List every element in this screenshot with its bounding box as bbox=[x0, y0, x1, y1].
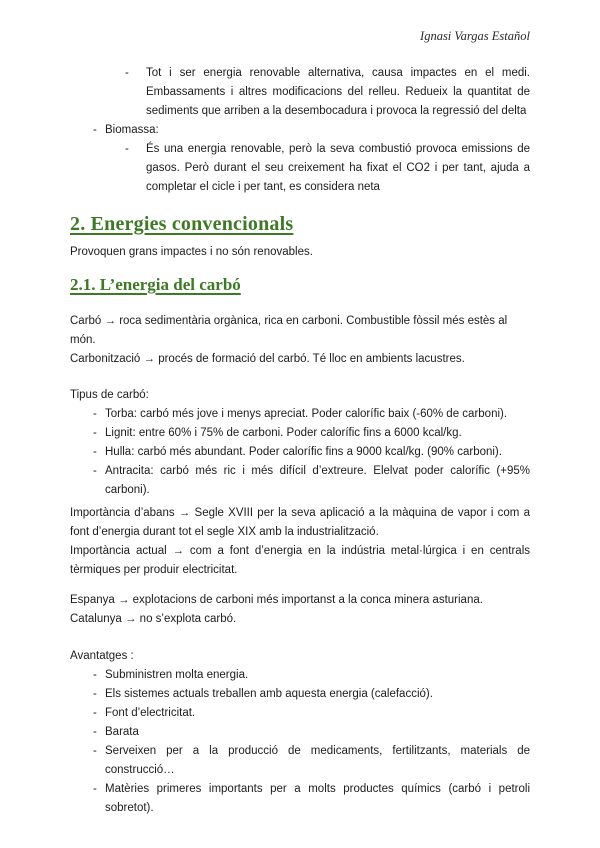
bullet-dash bbox=[70, 462, 105, 500]
list-label-coal-types: Tipus de carbó: bbox=[70, 389, 149, 401]
bullet-text: Barata bbox=[105, 726, 139, 738]
bullet-text: Antracita: carbó més ric i més difícil d’extreure. Elelvat poder calorífic (+95% carboni). bbox=[105, 465, 530, 496]
bullet-dash bbox=[70, 723, 105, 742]
bullet-dash bbox=[70, 121, 105, 140]
bullet-text: Subministren molta energia. bbox=[105, 669, 249, 681]
list-item-advantage bbox=[70, 685, 530, 704]
paragraph-catalonia: Catalunya → no s’explota carbó. bbox=[70, 613, 237, 625]
bullet-text: Font d’electricitat. bbox=[105, 707, 196, 719]
bullet-text: És una energia renovable, però la seva combustió provoca emissions de gasos. Però durant el seu creixement ha fixat el CO2 i per tant, ajuda a completar el cicle i per tant, es considera neta bbox=[146, 143, 530, 193]
page-header bbox=[70, 28, 530, 44]
bullet-dash bbox=[70, 64, 146, 121]
author-name: Ignasi Vargas Estañol bbox=[420, 29, 530, 43]
list-item-advantage bbox=[70, 742, 530, 780]
bullet-hydro-impact bbox=[70, 64, 530, 121]
section-intro: Provoquen grans impactes i no són renovables. bbox=[70, 246, 313, 258]
list-label-advantages: Avantatges : bbox=[70, 650, 134, 662]
paragraph-spain: Espanya → explotacions de carboni més importanst a la conca minera asturiana. bbox=[70, 594, 483, 606]
bullet-text: Tot i ser energia renovable alternativa, causa impactes en el medi. Embassaments i altres modificacions del relleu. Redueix la quantitat de sediments que arriben a la desembocadura i provoca la regressió del delta bbox=[146, 67, 530, 117]
bullet-biomass-label bbox=[70, 121, 530, 140]
bullet-text: Els sistemes actuals treballen amb aquesta energia (calefacció). bbox=[105, 688, 433, 700]
paragraph-carbonization: Carbonització → procés de formació del carbó. Té lloc en ambients lacustres. bbox=[70, 353, 465, 365]
paragraph-importance-past: Importància d’abans → Segle XVIII per la seva aplicació a la màquina de vapor i com a font d’energia durant tot el segle XIX amb la industrialització. bbox=[70, 507, 530, 538]
bullet-text: Serveixen per a la producció de medicaments, fertilitzants, materials de construcció… bbox=[105, 745, 530, 776]
bullet-dash bbox=[70, 443, 105, 462]
bullet-dash bbox=[70, 780, 105, 818]
list-item-lignit bbox=[70, 424, 530, 443]
document-body bbox=[70, 64, 530, 818]
bullet-dash bbox=[70, 742, 105, 780]
bullet-dash bbox=[70, 405, 105, 424]
bullet-biomass-detail bbox=[70, 140, 530, 197]
list-item-torba bbox=[70, 405, 530, 424]
bullet-dash bbox=[70, 666, 105, 685]
paragraph-importance-current: Importància actual → com a font d’energia en la indústria metal·lúrgica i en centrals tèrmiques per produir electricitat. bbox=[70, 545, 530, 576]
paragraph-coal-definition: Carbó → roca sedimentària orgànica, rica en carboni. Combustible fòssil més estès al món. bbox=[70, 315, 508, 346]
bullet-text: Biomassa: bbox=[105, 124, 159, 136]
bullet-dash bbox=[70, 140, 146, 197]
bullet-dash bbox=[70, 424, 105, 443]
bullet-dash bbox=[70, 685, 105, 704]
list-item-advantage bbox=[70, 780, 530, 818]
list-item-antracita bbox=[70, 462, 530, 500]
bullet-text: Torba: carbó més jove i menys apreciat. Poder calorífic baix (-60% de carboni). bbox=[105, 408, 508, 420]
section-heading-coal-energy: 2.1. L’energia del carbó bbox=[70, 275, 241, 294]
bullet-text: Matèries primeres importants per a molts productes químics (carbó i petroli sobretot). bbox=[105, 783, 530, 814]
list-item-advantage bbox=[70, 723, 530, 742]
list-item-advantage bbox=[70, 704, 530, 723]
bullet-text: Lignit: entre 60% i 75% de carboni. Poder calorífic fins a 6000 kcal/kg. bbox=[105, 427, 462, 439]
section-heading-conventional-energies: 2. Energies convencionals bbox=[70, 213, 294, 235]
bullet-dash bbox=[70, 704, 105, 723]
list-item-advantage bbox=[70, 666, 530, 685]
list-item-hulla bbox=[70, 443, 530, 462]
bullet-text: Hulla: carbó més abundant. Poder calorífic fins a 9000 kcal/kg. (90% carboni). bbox=[105, 446, 502, 458]
